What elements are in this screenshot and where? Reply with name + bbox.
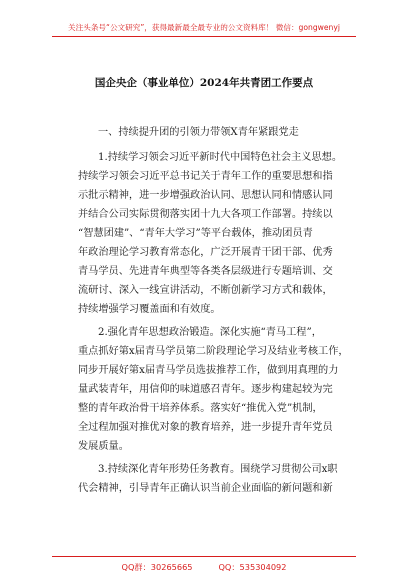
page-header xyxy=(0,22,408,33)
footer-qq: QQ：535304092 xyxy=(218,562,287,572)
paragraph-line: 整的青年政治骨干培养体系。落实好“推优入党”机制， xyxy=(78,403,323,414)
footer-rule xyxy=(52,556,356,557)
paragraph-line: 量武装青年，用信仰的味道感召青年。逐步构建起较为完 xyxy=(78,384,333,395)
paragraph-line: 全过程加强对推优对象的教育培养，进一步提升青年党员 xyxy=(78,422,333,433)
paragraph-line: 1.持续学习领会习近平新时代中国特色社会主义思想。 xyxy=(98,152,343,163)
footer-qq-group: QQ群：30265665 xyxy=(121,562,193,572)
paragraph-line: 重点抓好第x届青马学员第二阶段理论学习及结业考核工作， xyxy=(78,346,349,357)
paragraph-line: 持续学习领会习近平总书记关于青年工作的重要思想和指 xyxy=(78,171,333,182)
paragraph-line: 示批示精神，进一步增强政治认同、思想认同和情感认同 xyxy=(78,190,333,201)
page-footer xyxy=(0,562,408,573)
section-heading: 一、持续提升团的引领力带领X青年紧跟党走 xyxy=(98,127,299,138)
document-body xyxy=(78,118,356,498)
document-title: 国企央企（事业单位）2024年共青团工作要点 xyxy=(94,77,314,89)
paragraph-line: 3.持续深化青年形势任务教育。围绕学习贯彻公司x职 xyxy=(98,464,338,475)
paragraph-line: 代会精神，引导青年正确认识当前企业面临的新问题和新 xyxy=(78,483,333,494)
paragraph-line: 青马学员、先进青年典型等各类各层级进行专题培训、交 xyxy=(78,266,333,277)
paragraph-3 xyxy=(78,460,356,498)
paragraph-line: 流研讨、深入一线宣讲活动，不断创新学习方式和载体， xyxy=(78,285,333,296)
paragraph-line: “智慧团建”、“青年大学习”等平台载体，推动团员青 xyxy=(78,228,313,239)
paragraph-line: 并结合公司实际贯彻落实团十九大各项工作部署。持续以 xyxy=(78,209,333,220)
paragraph-line: 年政治理论学习教育常态化，广泛开展青干团干部、优秀 xyxy=(78,247,333,258)
header-notice: 关注头条号“公文研究”，获得最新最全最专业的公文资料库！ 微信：gongwenyj xyxy=(68,23,340,32)
paragraph-line: 2.强化青年思想政治锻造。深化实施“青马工程”， xyxy=(98,327,322,338)
paragraph-2 xyxy=(78,323,356,456)
paragraph-line: 持续增强学习覆盖面和有效度。 xyxy=(78,304,221,315)
header-rule xyxy=(52,36,356,37)
paragraph-line: 同步开展好第x届青马学员选拔推荐工作，做到用真理的力 xyxy=(78,365,339,376)
paragraph-1 xyxy=(78,148,356,319)
paragraph-line: 发展质量。 xyxy=(78,441,129,452)
